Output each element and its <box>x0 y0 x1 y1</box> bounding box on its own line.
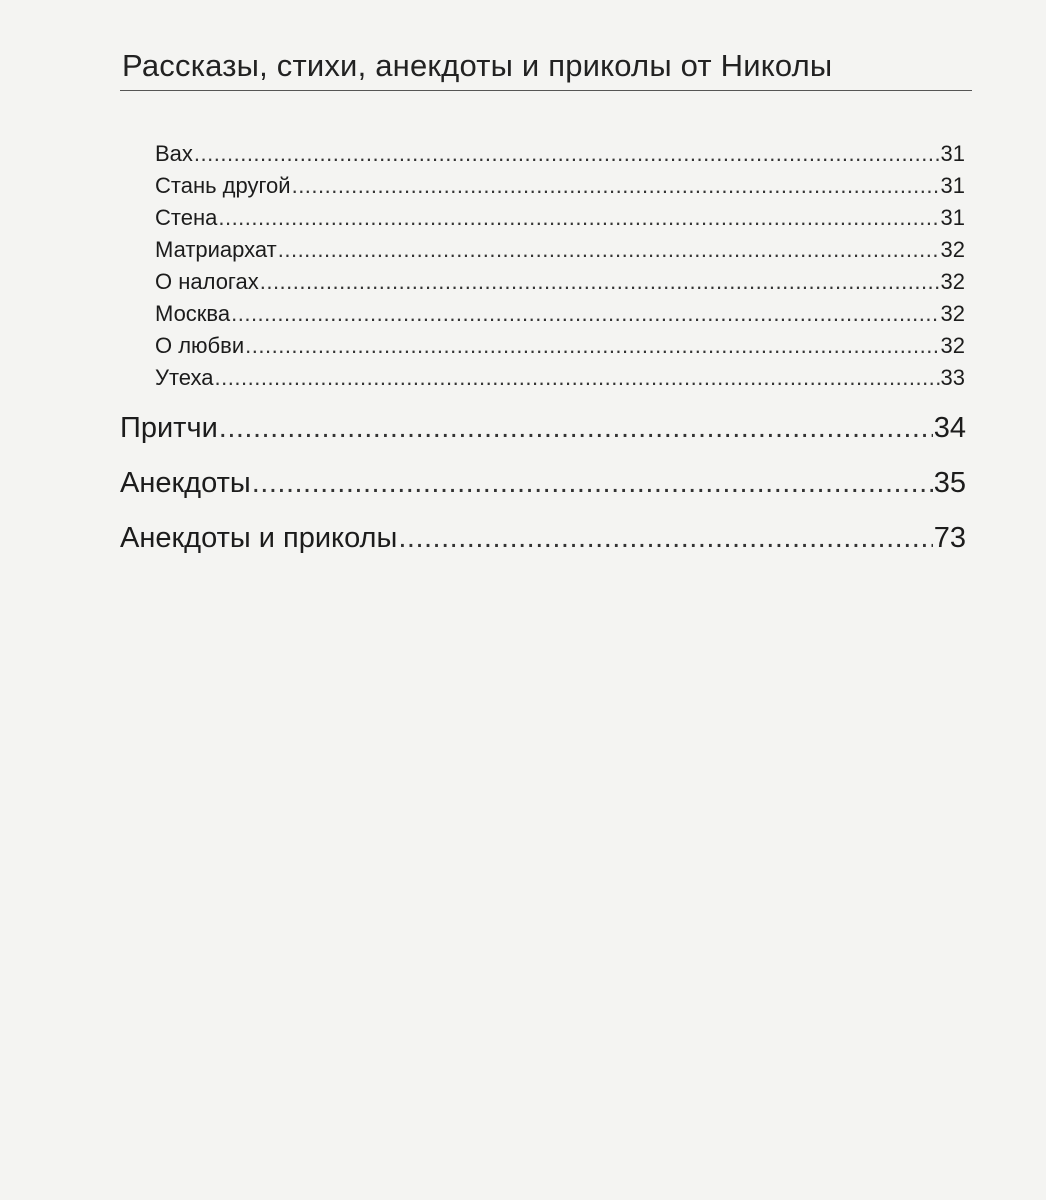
toc-entry <box>155 333 965 364</box>
toc-entry <box>155 365 965 396</box>
toc-section <box>120 467 966 507</box>
toc-entry-page: 31 <box>940 173 965 198</box>
toc-entry <box>155 269 965 300</box>
toc-entry-page: 32 <box>940 301 965 326</box>
toc-entry-page: 31 <box>940 141 965 166</box>
toc-entry-page: 31 <box>940 205 965 230</box>
toc-entry-title: Москва <box>155 301 231 326</box>
toc-entry-title: Стань другой <box>155 173 291 198</box>
toc-entry <box>155 237 965 268</box>
dot-leader <box>260 269 940 295</box>
toc-entry <box>155 173 965 204</box>
dot-leader <box>278 237 940 263</box>
toc-entry <box>155 141 965 172</box>
toc-entry-title: Стена <box>155 205 218 230</box>
dot-leader <box>194 141 940 167</box>
dot-leader <box>215 365 940 391</box>
toc-entry-title: Матриархат <box>155 237 277 262</box>
dot-leader <box>231 301 939 327</box>
toc-section <box>120 522 966 562</box>
toc-entry-title: Утеха <box>155 365 214 390</box>
toc-entry-page: 32 <box>940 237 965 262</box>
toc-section-page: 34 <box>933 412 966 444</box>
toc-entry-title: О налогах <box>155 269 259 294</box>
toc-section-title: Анекдоты <box>120 467 251 499</box>
toc-section-page: 73 <box>933 522 966 554</box>
toc-entry-page: 33 <box>940 365 965 390</box>
toc-entry <box>155 301 965 332</box>
toc-section-title: Анекдоты и приколы <box>120 522 398 554</box>
dot-leader <box>245 333 939 359</box>
toc-section-page: 35 <box>933 467 966 499</box>
toc-entry-title: Вах <box>155 141 193 166</box>
dot-leader <box>218 205 939 231</box>
dot-leader <box>252 467 933 500</box>
toc-entry-page: 32 <box>940 333 965 358</box>
running-header-title: Рассказы, стихи, анекдоты и приколы от Николы <box>122 48 833 83</box>
toc-section-title: Притчи <box>120 412 218 444</box>
toc-entry <box>155 205 965 236</box>
dot-leader <box>292 173 940 199</box>
toc-entry-page: 32 <box>940 269 965 294</box>
toc-entry-title: О любви <box>155 333 245 358</box>
dot-leader <box>219 412 933 445</box>
dot-leader <box>398 522 932 555</box>
running-header <box>120 44 972 91</box>
toc-section <box>120 412 966 452</box>
